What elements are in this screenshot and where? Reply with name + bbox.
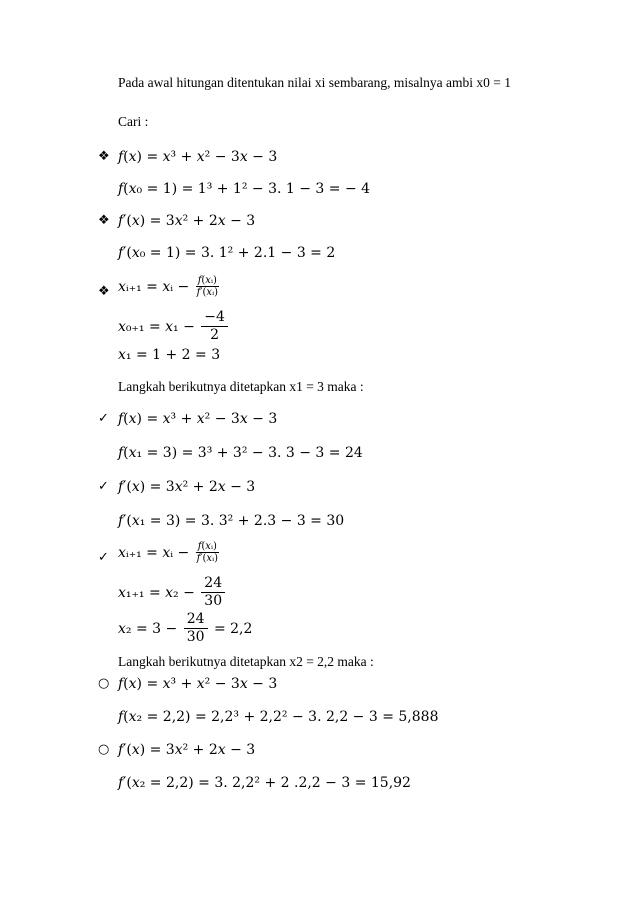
step1-f-def: 𝑓(𝑥) = 𝑥³ + 𝑥² − 3𝑥 − 3 <box>118 149 278 165</box>
intro-text: Pada awal hitungan ditentukan nilai xi sembarang, misalnya ambi x0 = 1 <box>118 75 512 90</box>
step3-fp-eval: 𝑓′(𝑥₂ = 2,2) = 3. 2,2² + 2 .2,2 − 3 = 15,92 <box>118 775 411 791</box>
iter-fraction <box>196 275 219 298</box>
step1-fp-eval: 𝑓′(𝑥₀ = 1) = 3. 1² + 2.1 − 3 = 2 <box>118 245 336 261</box>
x2-fraction <box>184 612 208 646</box>
step1-x01-formula <box>118 310 230 344</box>
x11-denominator: 30 <box>204 593 223 610</box>
diamond-bullet-icon: ❖ <box>98 149 110 164</box>
x11-fraction <box>201 576 225 610</box>
cari-label: Cari : <box>118 114 149 129</box>
langkah1-text: Langkah berikutnya ditetapkan x1 = 3 maka : <box>118 379 364 394</box>
x01-denominator: 2 <box>210 327 220 344</box>
step2-x11-formula <box>118 576 227 610</box>
step1-x1-result: 𝑥₁ = 1 + 2 = 3 <box>118 347 221 363</box>
x11-numerator: 24 <box>201 576 225 593</box>
diamond-bullet-icon: ❖ <box>98 213 110 228</box>
step3-fp-def: 𝑓′(𝑥) = 3𝑥² + 2𝑥 − 3 <box>118 742 256 758</box>
step1-iteration-formula <box>118 275 221 298</box>
step2-fp-def: 𝑓′(𝑥) = 3𝑥² + 2𝑥 − 3 <box>118 479 256 495</box>
diamond-bullet-icon: ❖ <box>98 284 110 299</box>
x2-numerator: 24 <box>184 612 208 629</box>
x2-denominator: 30 <box>186 629 205 646</box>
check-bullet-icon: ✓ <box>98 479 109 494</box>
step2-f-def: 𝑓(𝑥) = 𝑥³ + 𝑥² − 3𝑥 − 3 <box>118 411 278 427</box>
x01-lhs: 𝑥₀₊₁ = 𝑥₁ − <box>118 318 195 335</box>
iter-lhs: 𝑥ᵢ₊₁ = 𝑥ᵢ − <box>118 544 190 561</box>
step1-fp-def: 𝑓′(𝑥) = 3𝑥² + 2𝑥 − 3 <box>118 213 256 229</box>
iter-denominator: 𝑓′(𝑥ᵢ) <box>196 553 218 564</box>
x2-rhs: = 2,2 <box>213 620 253 637</box>
step2-iteration-formula <box>118 541 221 564</box>
step2-fp-eval: 𝑓′(𝑥₁ = 3) = 3. 3² + 2.3 − 3 = 30 <box>118 513 345 529</box>
step3-f-eval: 𝑓(𝑥₂ = 2,2) = 2,2³ + 2,2² − 3. 2,2 − 3 = 5,888 <box>118 709 439 725</box>
x2-lhs: 𝑥₂ = 3 − <box>118 620 178 637</box>
step3-f-def: 𝑓(𝑥) = 𝑥³ + 𝑥² − 3𝑥 − 3 <box>118 676 278 692</box>
x11-lhs: 𝑥₁₊₁ = 𝑥₂ − <box>118 584 195 601</box>
circle-bullet-icon: ○ <box>98 742 110 757</box>
step2-x2-formula <box>118 612 252 646</box>
iter-denominator: 𝑓′(𝑥ᵢ) <box>196 287 218 298</box>
iter-numerator: 𝑓(𝑥ᵢ) <box>197 275 217 286</box>
langkah2-text: Langkah berikutnya ditetapkan x2 = 2,2 maka : <box>118 654 374 669</box>
check-bullet-icon: ✓ <box>98 411 109 426</box>
step2-f-eval: 𝑓(𝑥₁ = 3) = 3³ + 3² − 3. 3 − 3 = 24 <box>118 445 363 461</box>
x01-fraction <box>201 310 228 344</box>
circle-bullet-icon: ○ <box>98 676 110 691</box>
x01-numerator: −4 <box>201 310 228 327</box>
iter-numerator: 𝑓(𝑥ᵢ) <box>197 541 217 552</box>
iter-lhs: 𝑥ᵢ₊₁ = 𝑥ᵢ − <box>118 278 190 295</box>
iter-fraction <box>196 541 219 564</box>
check-bullet-icon: ✓ <box>98 550 109 565</box>
step1-f-eval: 𝑓(𝑥₀ = 1) = 1³ + 1² − 3. 1 − 3 = − 4 <box>118 181 371 197</box>
